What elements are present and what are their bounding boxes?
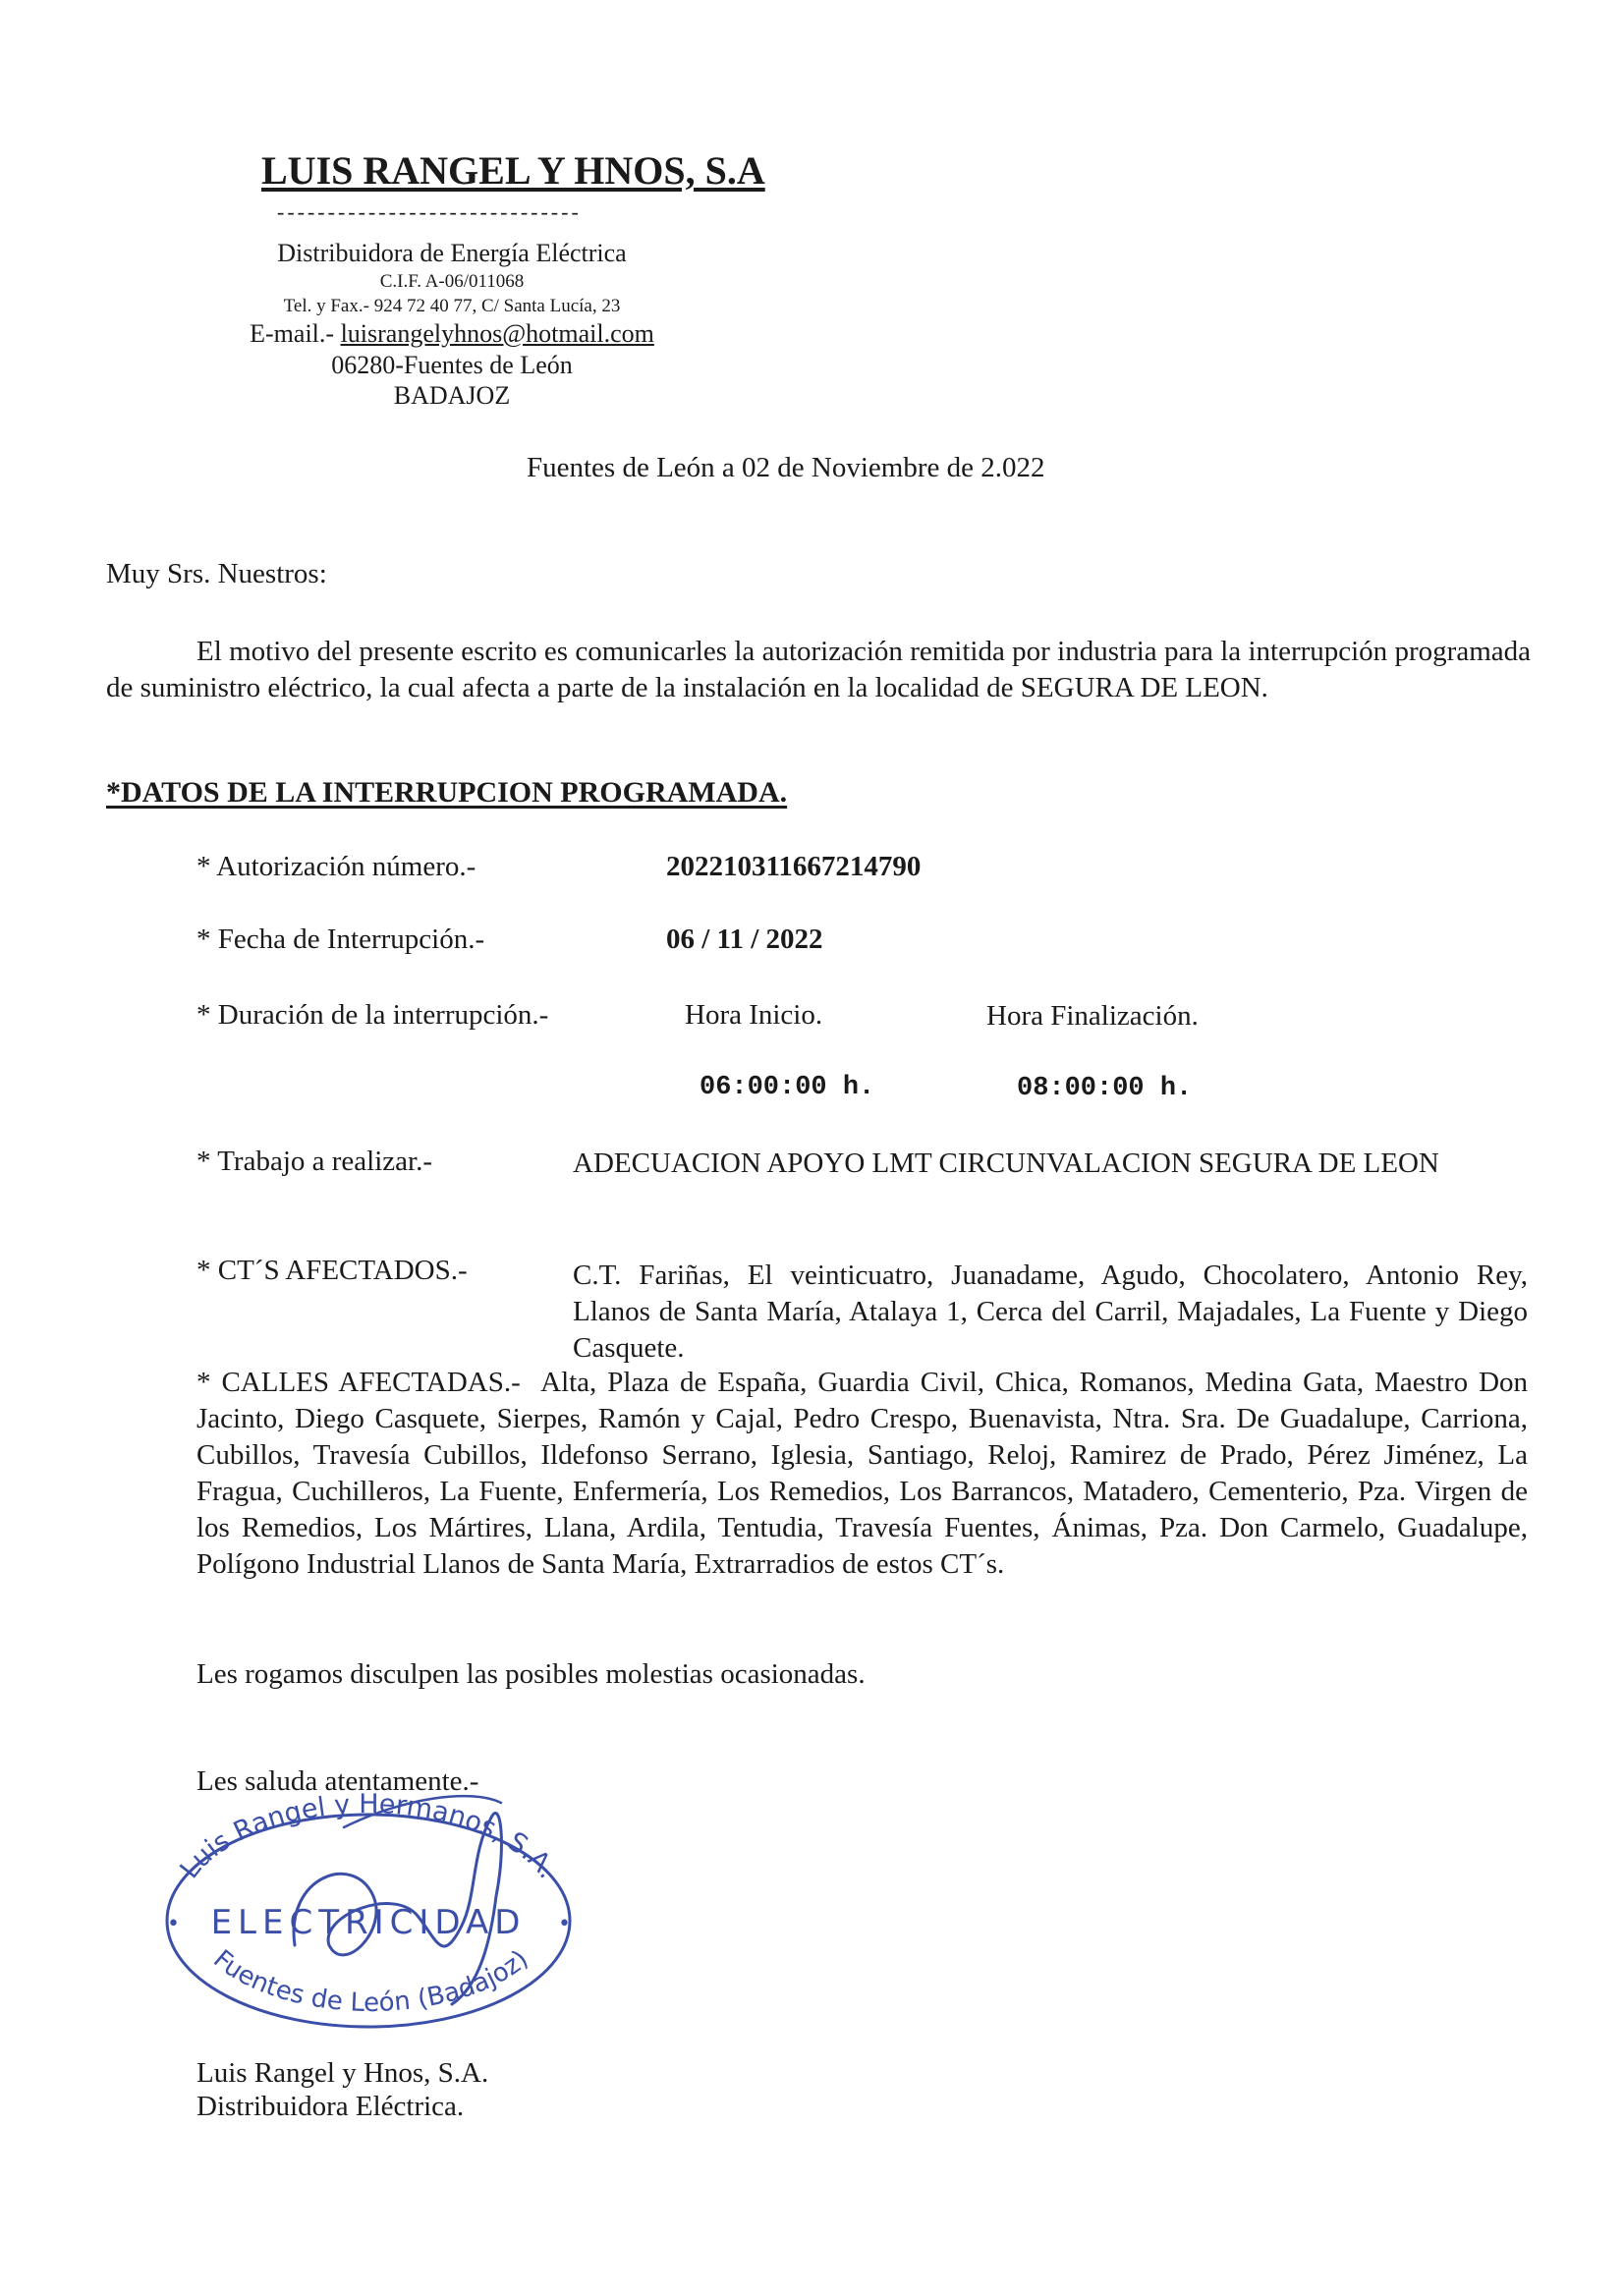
stamp-middle-text: ELECTRICIDAD [210,1903,527,1942]
company-phone-address: Tel. y Fax.- 924 72 40 77, C/ Santa Lucía, 23 [283,296,621,316]
start-time: 06:00:00 h. [700,1073,875,1102]
letter-date: Fuentes de León a 02 de Noviembre de 2.022 [527,452,1045,483]
interruption-date: 06 / 11 / 2022 [666,924,823,955]
email-label: E-mail.- [250,319,341,348]
company-province: BADAJOZ [393,381,511,410]
affected-ct-label: * CT´S AFECTADOS.- [196,1255,468,1286]
stamp-graphic [147,1759,589,2043]
section-title: *DATOS DE LA INTERRUPCION PROGRAMADA. [106,776,788,809]
work-label: * Trabajo a realizar.- [196,1146,432,1177]
affected-streets-list: Alta, Plaza de España, Guardia Civil, Chica, Romanos, Medina Gata, Maestro Don Jacinto, Diego Casquete, Sierpes, Ramón y Cajal, Pedro Crespo, Buenavista, Ntra. Sra. De Guadalupe, Carriona, Cubillos, Travesía Cubillos, Ildefonso Serrano, Iglesia, Santiago, Reloj, Ramirez de Prado, Pérez Jiménez, La Fragua, Cuchilleros, La Fuente, Enfermería, Los Remedios, Los Barrancos, Matadero, Cementerio, Pza. Virgen de los Remedios, Los Mártires, Llana, Ardila, Tentudia, Travesía Fuentes, Ánimas, Pza. Don Carmelo, Guadalupe, Polígono Industrial Llanos de Santa María, Extrarradios de estos CT´s. [196,1367,1529,1580]
farewell: Les saluda atentamente.- [196,1765,479,1797]
start-time-header: Hora Inicio. [685,999,823,1031]
signature-activity: Distribuidora Eléctrica. [196,2091,465,2122]
stamp-dot-left: • [167,1912,180,1936]
signature-company: Luis Rangel y Hnos, S.A. [196,2057,489,2089]
end-time-header: Hora Finalización. [986,1000,1199,1032]
end-time: 08:00:00 h. [1017,1074,1193,1103]
authorization-label: * Autorización número.- [196,851,476,882]
work-description: ADECUACION APOYO LMT CIRCUNVALACION SEGURA DE LEON [573,1148,1439,1179]
company-name: LUIS RANGEL Y HNOS, S.A [261,148,765,193]
authorization-number: 202210311667214790 [666,851,922,882]
email-link[interactable]: luisrangelyhnos@hotmail.com [340,319,654,348]
affected-streets [196,1365,1528,1583]
apology: Les rogamos disculpen las posibles molestias ocasionadas. [196,1658,866,1690]
stamp-bottom-text: Fuentes de León (Badajoz) [207,1944,534,2018]
stamp-top-text: Luis Rangel y Hermanos, S.A. [174,1788,563,1885]
affected-streets-label: * CALLES AFECTADAS.- [196,1367,521,1398]
affected-ct-list: C.T. Fariñas, El veinticuatro, Juanadame, Agudo, Chocolatero, Antonio Rey, Llanos de Santa María, Atalaya 1, Cerca del Carril, Majadales, La Fuente y Diego Casquete. [573,1259,1528,1364]
company-cif: C.I.F. A-06/011068 [379,271,525,292]
stamp-dot-right: • [558,1912,571,1936]
company-postal-city: 06280-Fuentes de León [331,351,573,379]
interruption-date-label: * Fecha de Interrupción.- [196,924,485,955]
company-email-line [196,319,707,349]
letterhead-separator: ------------------------------ [277,199,582,224]
intro-paragraph: El motivo del presente escrito es comunicarles la autorización remitida por industria para la interrupción programada de suministro eléctrico, la cual afecta a parte de la instalación en la localidad de SEGURA DE LEON. [106,636,1531,703]
salutation: Muy Srs. Nuestros: [106,558,327,589]
duration-label: * Duración de la interrupción.- [196,999,549,1031]
company-stamp [147,1759,589,2043]
company-activity: Distribuidora de Energía Eléctrica [277,239,627,267]
